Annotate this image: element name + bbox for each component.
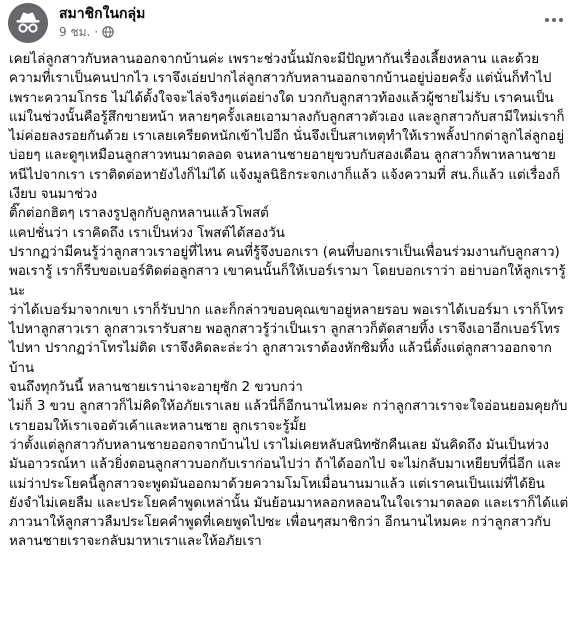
post-paragraph: ปรากฏว่ามีคนรู้ว่าลูกสาวเราอยู่ที่ไหน คนที่รู้จึงบอกเรา (คนที่บอกเราเป็นเพื่อนร่วมงานกับลูกสาว) xyxy=(9,244,560,260)
post-author[interactable]: สมาชิกในกลุ่ม xyxy=(59,6,146,22)
post-paragraph: จนถึงทุกวันนี้ หลานชายเราน่าจะอายุซัก 2 ขวบกว่า xyxy=(9,380,303,396)
more-dot xyxy=(559,18,563,22)
post-paragraph: มันอาวรณ์หา แล้วยิ่งตอนลูกสาวบอกกับเราก่อนไปว่า ถ้าได้ออกไป จะไม่กลับมาเหยียบที่นี่อีก และแม่ว่าประโยคนี้ลูกสาวจะพูดมันออกมาด้วยความโมโหเมื่อนานมาแล้ว แต่เราคนเป็นแม่ที่ได้ยิน xyxy=(9,457,562,492)
post-paragraph: พอเรารู้ เราก็รีบขอเบอร์ติดต่อลูกสาว เขาคนนั้นก็ให้เบอร์เรามา โดยบอกเราว่า อย่าบอกให้ลูกเรารู้นะ xyxy=(9,264,566,299)
globe-icon xyxy=(102,26,114,42)
post-time[interactable]: 9 ชม. xyxy=(59,25,91,39)
post-paragraph: ไม่ก็ 3 ขวบ ลูกสาวก็ไม่คิดให้อภัยเราเลย แล้วนี่ก็อีกนานไหมคะ กว่าลูกสาวเราจะใจอ่อนยอมคุยกับเรายอมให้เราเจอตัวเค้าและหลานชาย ลูกเราจะรู้มั้ย xyxy=(9,399,568,434)
more-dot xyxy=(552,18,556,22)
post-paragraph: แคปชั่นว่า เราคิดถึง เราเป็นห่วง โพสต์ได้สองวัน xyxy=(9,225,285,241)
post-paragraph: ว่าตั้งแต่ลูกสาวกับหลานชายออกจากบ้านไป เราไม่เคยหลับสนิทซักคืนเลย มันคิดถึง มันเป็นห่วง xyxy=(9,437,549,453)
more-options-icon[interactable] xyxy=(538,8,570,32)
post-meta xyxy=(59,24,114,42)
anonymous-member-icon[interactable] xyxy=(8,3,48,43)
post-text xyxy=(9,50,569,552)
post-header xyxy=(0,0,580,44)
post-paragraph: ว่าได้เบอร์มาจากเขา เราก็รับปาก และก็กล่าวขอบคุณเขาอยู่หลายรอบ พอเราได้เบอร์มา เราก็โทรไปหาลูกสาวเรา ลูกสาวเรารับสาย พอลูกสาวรู้ว่าเป็นเรา ลูกสาวก็ตัดสายทิ้ง เราจึงเอาอีกเบอร์โทรไปหา ปรากฏว่าโทรไม่ติด เราจึงคิดละล่ะว่า ลูกสาวเราต้องหักซิมทิ้ง แล้วนี่ตั้งแต่ลูกสาวออกจากบ้าน xyxy=(9,302,564,376)
post-paragraph: ติ๊กต่อกฮิตๆ เราลงรูปลูกกับลูกหลานแล้วโพสต์ xyxy=(9,206,269,222)
meta-separator: · xyxy=(94,25,99,39)
post-paragraph: ยังจำไม่เคยลืม และประโยคคำพูดเหล่านั้น มันย้อนมาหลอกหลอนในใจเรามาตลอด และเราก็ได้แต่ภาวนาให้ลูกสาวลืมประโยคคำพูดที่เคยพูดไปซะ เพื่อนๆสมาชิกว่า อีกนานไหมคะ กว่าลูกสาวกับหลานชายเราจะกลับมาหาเราและให้อภัยเรา xyxy=(9,495,569,550)
post-paragraph: เคยไล่ลูกสาวกับหลานออกจากบ้านค่ะ เพราะช่วงนั้นมักจะมีปัญหากันเรื่องเลี้ยงหลาน และด้วยความที่เราเป็นคนปากไว เราจึงเอ่ยปากไล่ลูกสาวกับหลานออกจากบ้านอยู่บ่อยครั้ง แต่นั่นก็ทำไปเพราะความโกรธ ไม่ได้ตั้งใจจะไล่จริงๆแต่อย่างใด บวกกับลูกสาวท้องแล้วผู้ชายไม่รับ เราคนเป็นแม่ในช่วงนั้นคือรู้สึกขายหน้า หลายๆครั้งเลยเอามาลงกับลูกสาวตัวเอง และลูกสาวกับสามีใหม่เราก็ไม่ค่อยลงรอยกันด้วย เราเลยเครียดหนักเข้าไปอีก นั่นจึงเป็นสาเหตุทำให้เราพลั้งปากด่าลูกไล่ลูกอยู่บ่อยๆ และดูๆเหมือนลูกสาวทนมาตลอด จนหลานชายอายุขวบกับสองเดือน ลูกสาวก็พาหลานชายหนีไปจากเรา เราติดต่อหายังไงก็ไม่ได้ แจ้งมูลนิธิกระจกเงาก็แล้ว แจ้งความที่ สน.ก็แล้ว แต่เรื่องก็เงียบ จนมาช่วง xyxy=(9,52,565,203)
more-dot xyxy=(545,18,549,22)
